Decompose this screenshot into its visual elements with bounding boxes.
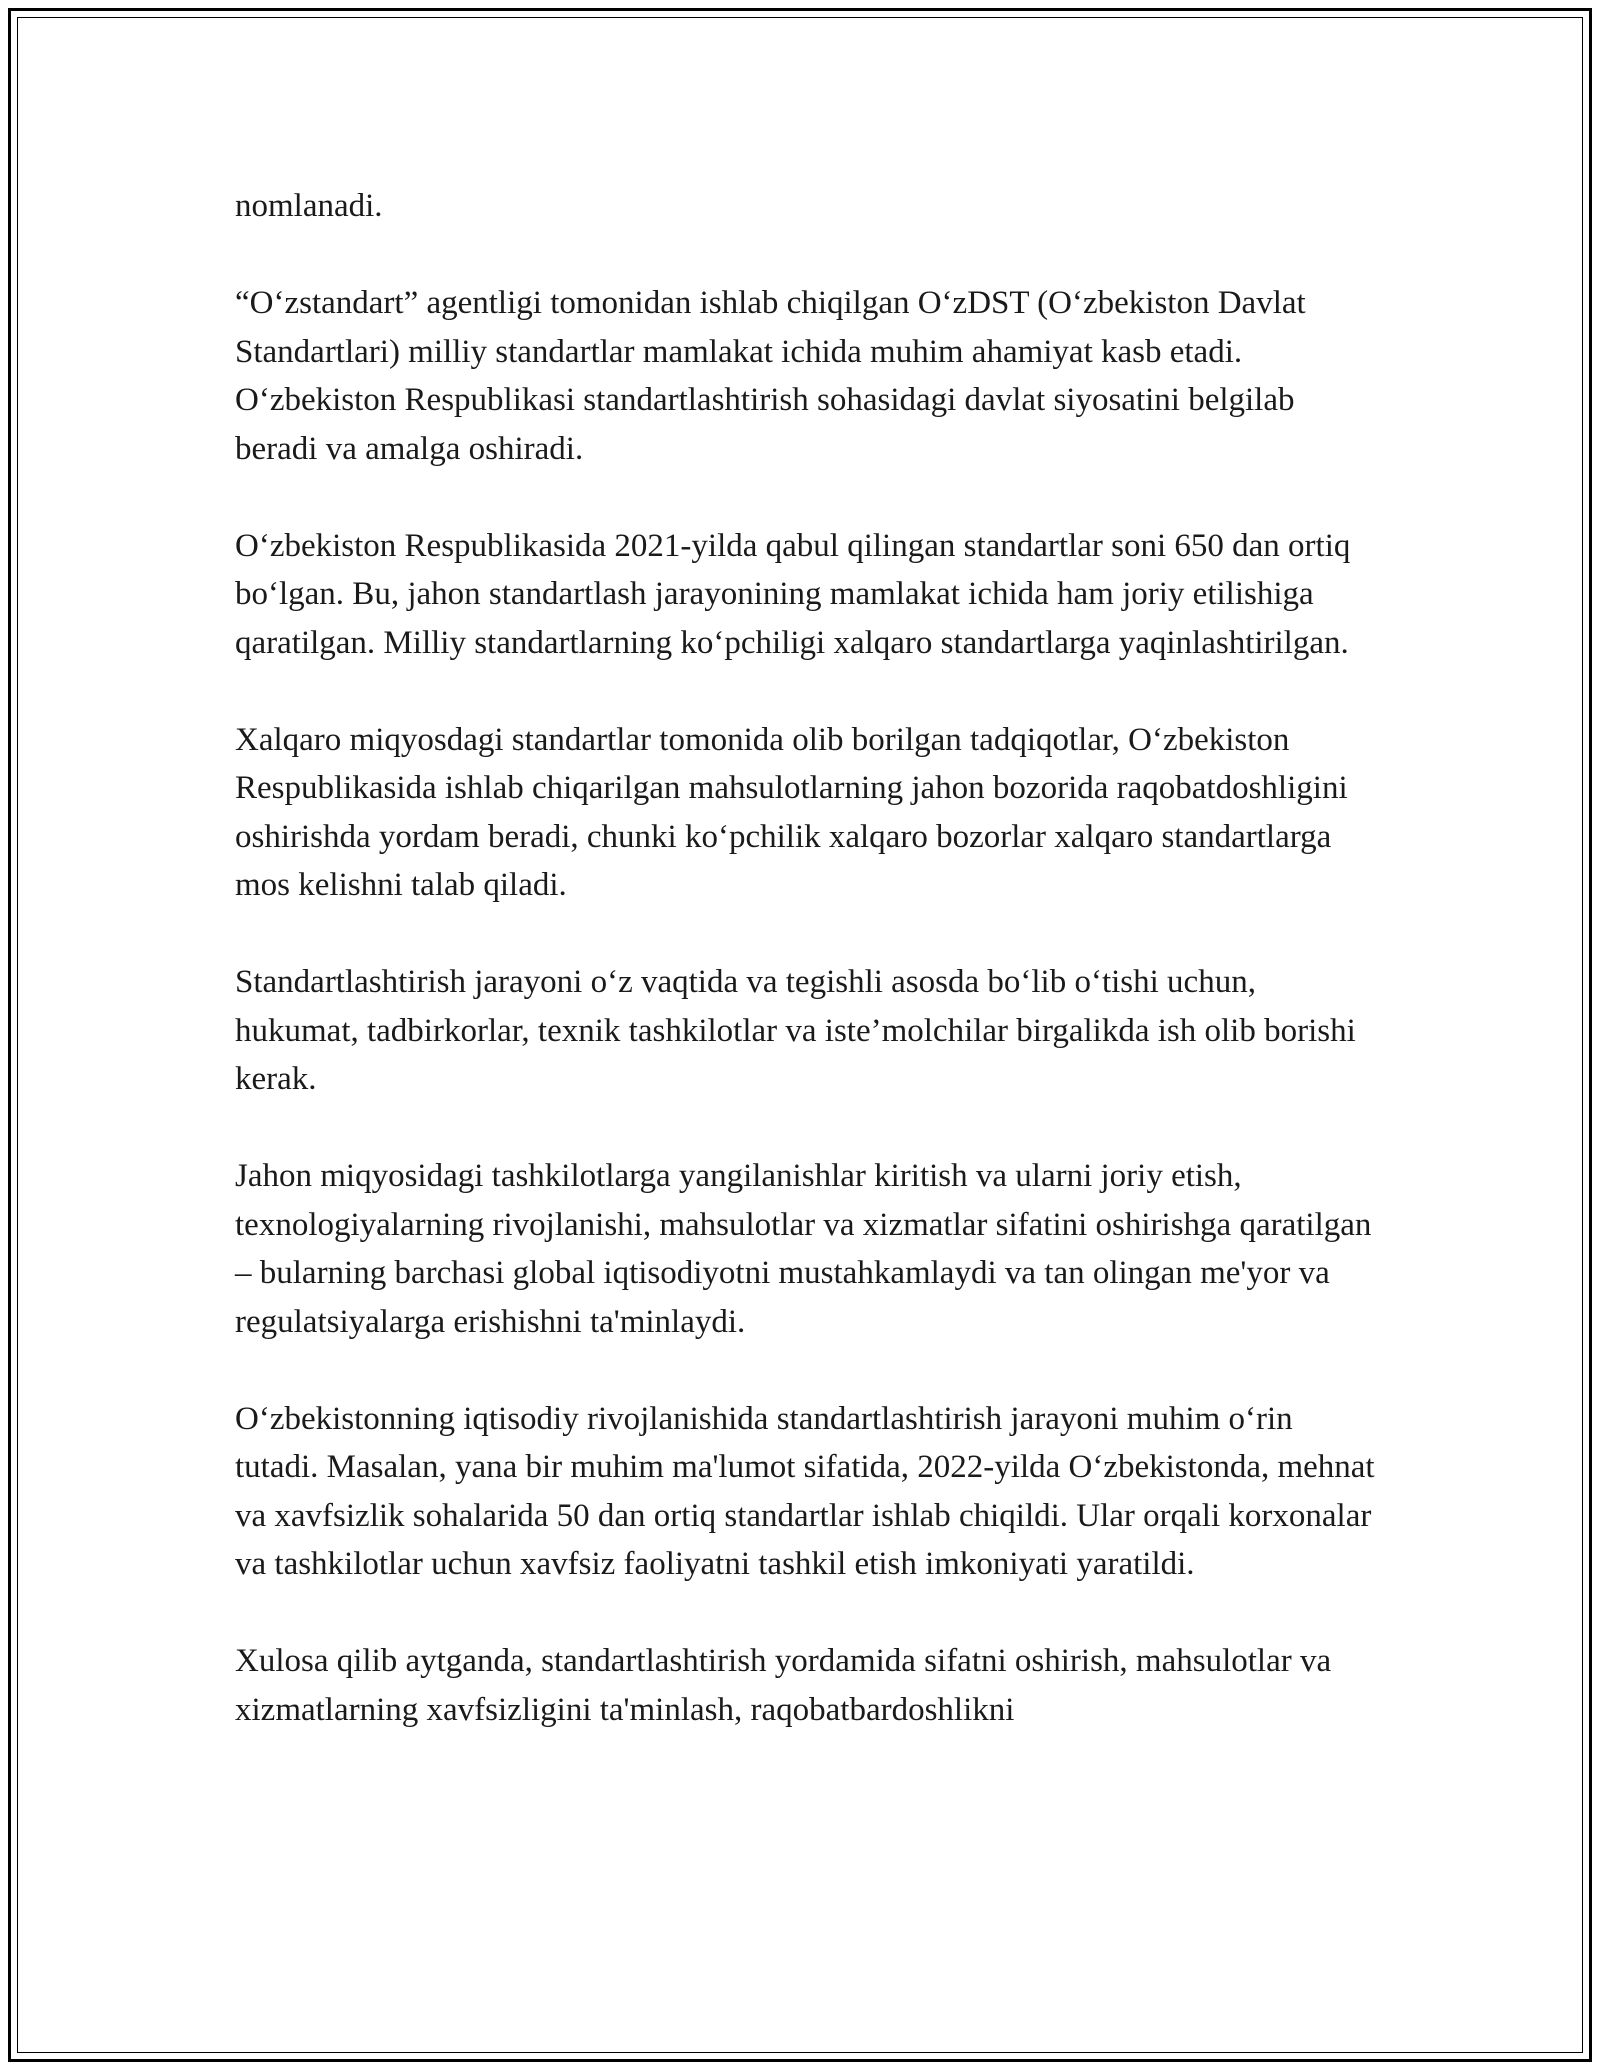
- paragraph: Oʻzbekistonning iqtisodiy rivojlanishida standartlashtirish jarayoni muhim oʻrin tutadi. Masalan, yana bir muhim ma'lumot sifatida, 2022-yilda Oʻzbekistonda, mehnat va xavfsizlik sohalarida 50 dan ortiq standartlar ishlab chiqildi. Ular orqali korxonalar va tashkilotlar uchun xavfsiz faoliyatni tashkil etish imkoniyati yaratildi.: [235, 1400, 1375, 1582]
- paragraph: Jahon miqyosidagi tashkilotlarga yangilanishlar kiritish va ularni joriy etish, texnologiyalarning rivojlanishi, mahsulotlar va xizmatlar sifatini oshirishga qaratilgan – bularning barchasi global iqtisodiyotni mustahkamlaydi va tan olingan me'yor va regulatsiyalarga erishishni ta'minlaydi.: [235, 1158, 1372, 1340]
- document-body: [235, 182, 1375, 1783]
- paragraph: Oʻzbekiston Respublikasida 2021-yilda qabul qilingan standartlar soni 650 dan ortiq boʻlgan. Bu, jahon standartlash jarayonining mamlakat ichida ham joriy etilishiga qaratilgan. Milliy standartlarning koʻpchiligi xalqaro standartlarga yaqinlashtirilgan.: [235, 527, 1351, 661]
- paragraph: Standartlashtirish jarayoni oʻz vaqtida va tegishli asosda boʻlib oʻtishi uchun, hukumat, tadbirkorlar, texnik tashkilotlar va iste’molchilar birgalikda ish olib borishi kerak.: [235, 964, 1356, 1097]
- paragraph: Xalqaro miqyosdagi standartlar tomonida olib borilgan tadqiqotlar, Oʻzbekiston Respublikasida ishlab chiqarilgan mahsulotlarning jahon bozorida raqobatdoshligini oshirishda yordam beradi, chunki koʻpchilik xalqaro bozorlar xalqaro standartlarga mos kelishni talab qiladi.: [235, 721, 1348, 903]
- paragraph: “Oʻzstandart” agentligi tomonidan ishlab chiqilgan OʻzDST (Oʻzbekiston Davlat Standartlari) milliy standartlar mamlakat ichida muhim ahamiyat kasb etadi. Oʻzbekiston Respublikasi standartlashtirish sohasidagi davlat siyosatini belgilab beradi va amalga oshiradi.: [235, 285, 1306, 467]
- paragraph: Xulosa qilib aytganda, standartlashtirish yordamida sifatni oshirish, mahsulotlar va xizmatlarning xavfsizligini ta'minlash, raqobatbardoshlikni: [235, 1643, 1332, 1728]
- paragraph: nomlanadi.: [235, 188, 383, 224]
